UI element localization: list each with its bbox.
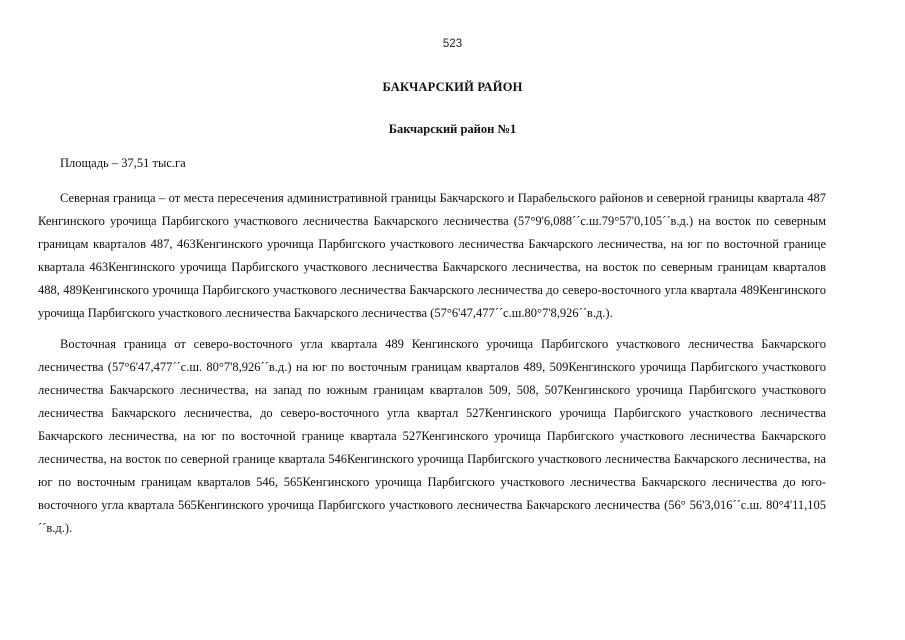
area-line: Площадь – 37,51 тыс.га [60, 156, 186, 170]
district-title: БАКЧАРСКИЙ РАЙОН [382, 80, 523, 94]
page-number: 523 [442, 38, 463, 50]
district-subtitle: Бакчарский район №1 [388, 122, 517, 136]
north-boundary-paragraph: Северная граница – от места пересечения административной границы Бакчарского и Парабельского районов и северной границы квартала 487 Кенгинского урочища Парбигского участкового лесничества Бакчарского лесничества (57°9'6,088´´с.ш.79°57'0,105´´в.д.) на восток по северным границам кварталов 487, 463Кенгинского урочища Парбигского участкового лесничества Бакчарского лесничества, на юг по восточной границе квартала 463Кенгинского урочища Парбигского участкового лесничества Бакчарского лесничества, на восток по северным границам кварталов 488, 489Кенгинского урочища Парбигского участкового лесничества Бакчарского лесничества до северо-восточного угла квартала 489Кенгинского урочища Парбигского участкового лесничества Бакчарского лесничества (57°6'47,477´´с.ш.80°7'8,926´´в.д.). [38, 191, 826, 320]
east-boundary-paragraph: Восточная граница от северо-восточного угла квартала 489 Кенгинского урочища Парбигского участкового лесничества Бакчарского лесничества (57°6'47,477´´с.ш. 80°7'8,926´´в.д.) на юг по восточным границам кварталов 489, 509Кенгинского урочища Парбигского участкового лесничества Бакчарского лесничества, на запад по южным границам кварталов 509, 508, 507Кенгинского урочища Парбигского участкового лесничества Бакчарского лесничества, до северо-восточного угла квартал 527Кенгинского урочища Парбигского участкового лесничества Бакчарского лесничества, на юг по восточной границе квартала 527Кенгинского урочища Парбигского участкового лесничества Бакчарского лесничества, на восток по северной границе квартала 546Кенгинского урочища Парбигского участкового лесничества Бакчарского лесничества, на юг по восточным границам кварталов 546, 565Кенгинского урочища Парбигского участкового лесничества Бакчарского лесничества до юго-восточного угла квартала 565Кенгинского урочища Парбигского участкового лесничества Бакчарского лесничества (56° 56'3,016´´с.ш. 80°4'11,105´´в.д.). [38, 337, 826, 535]
